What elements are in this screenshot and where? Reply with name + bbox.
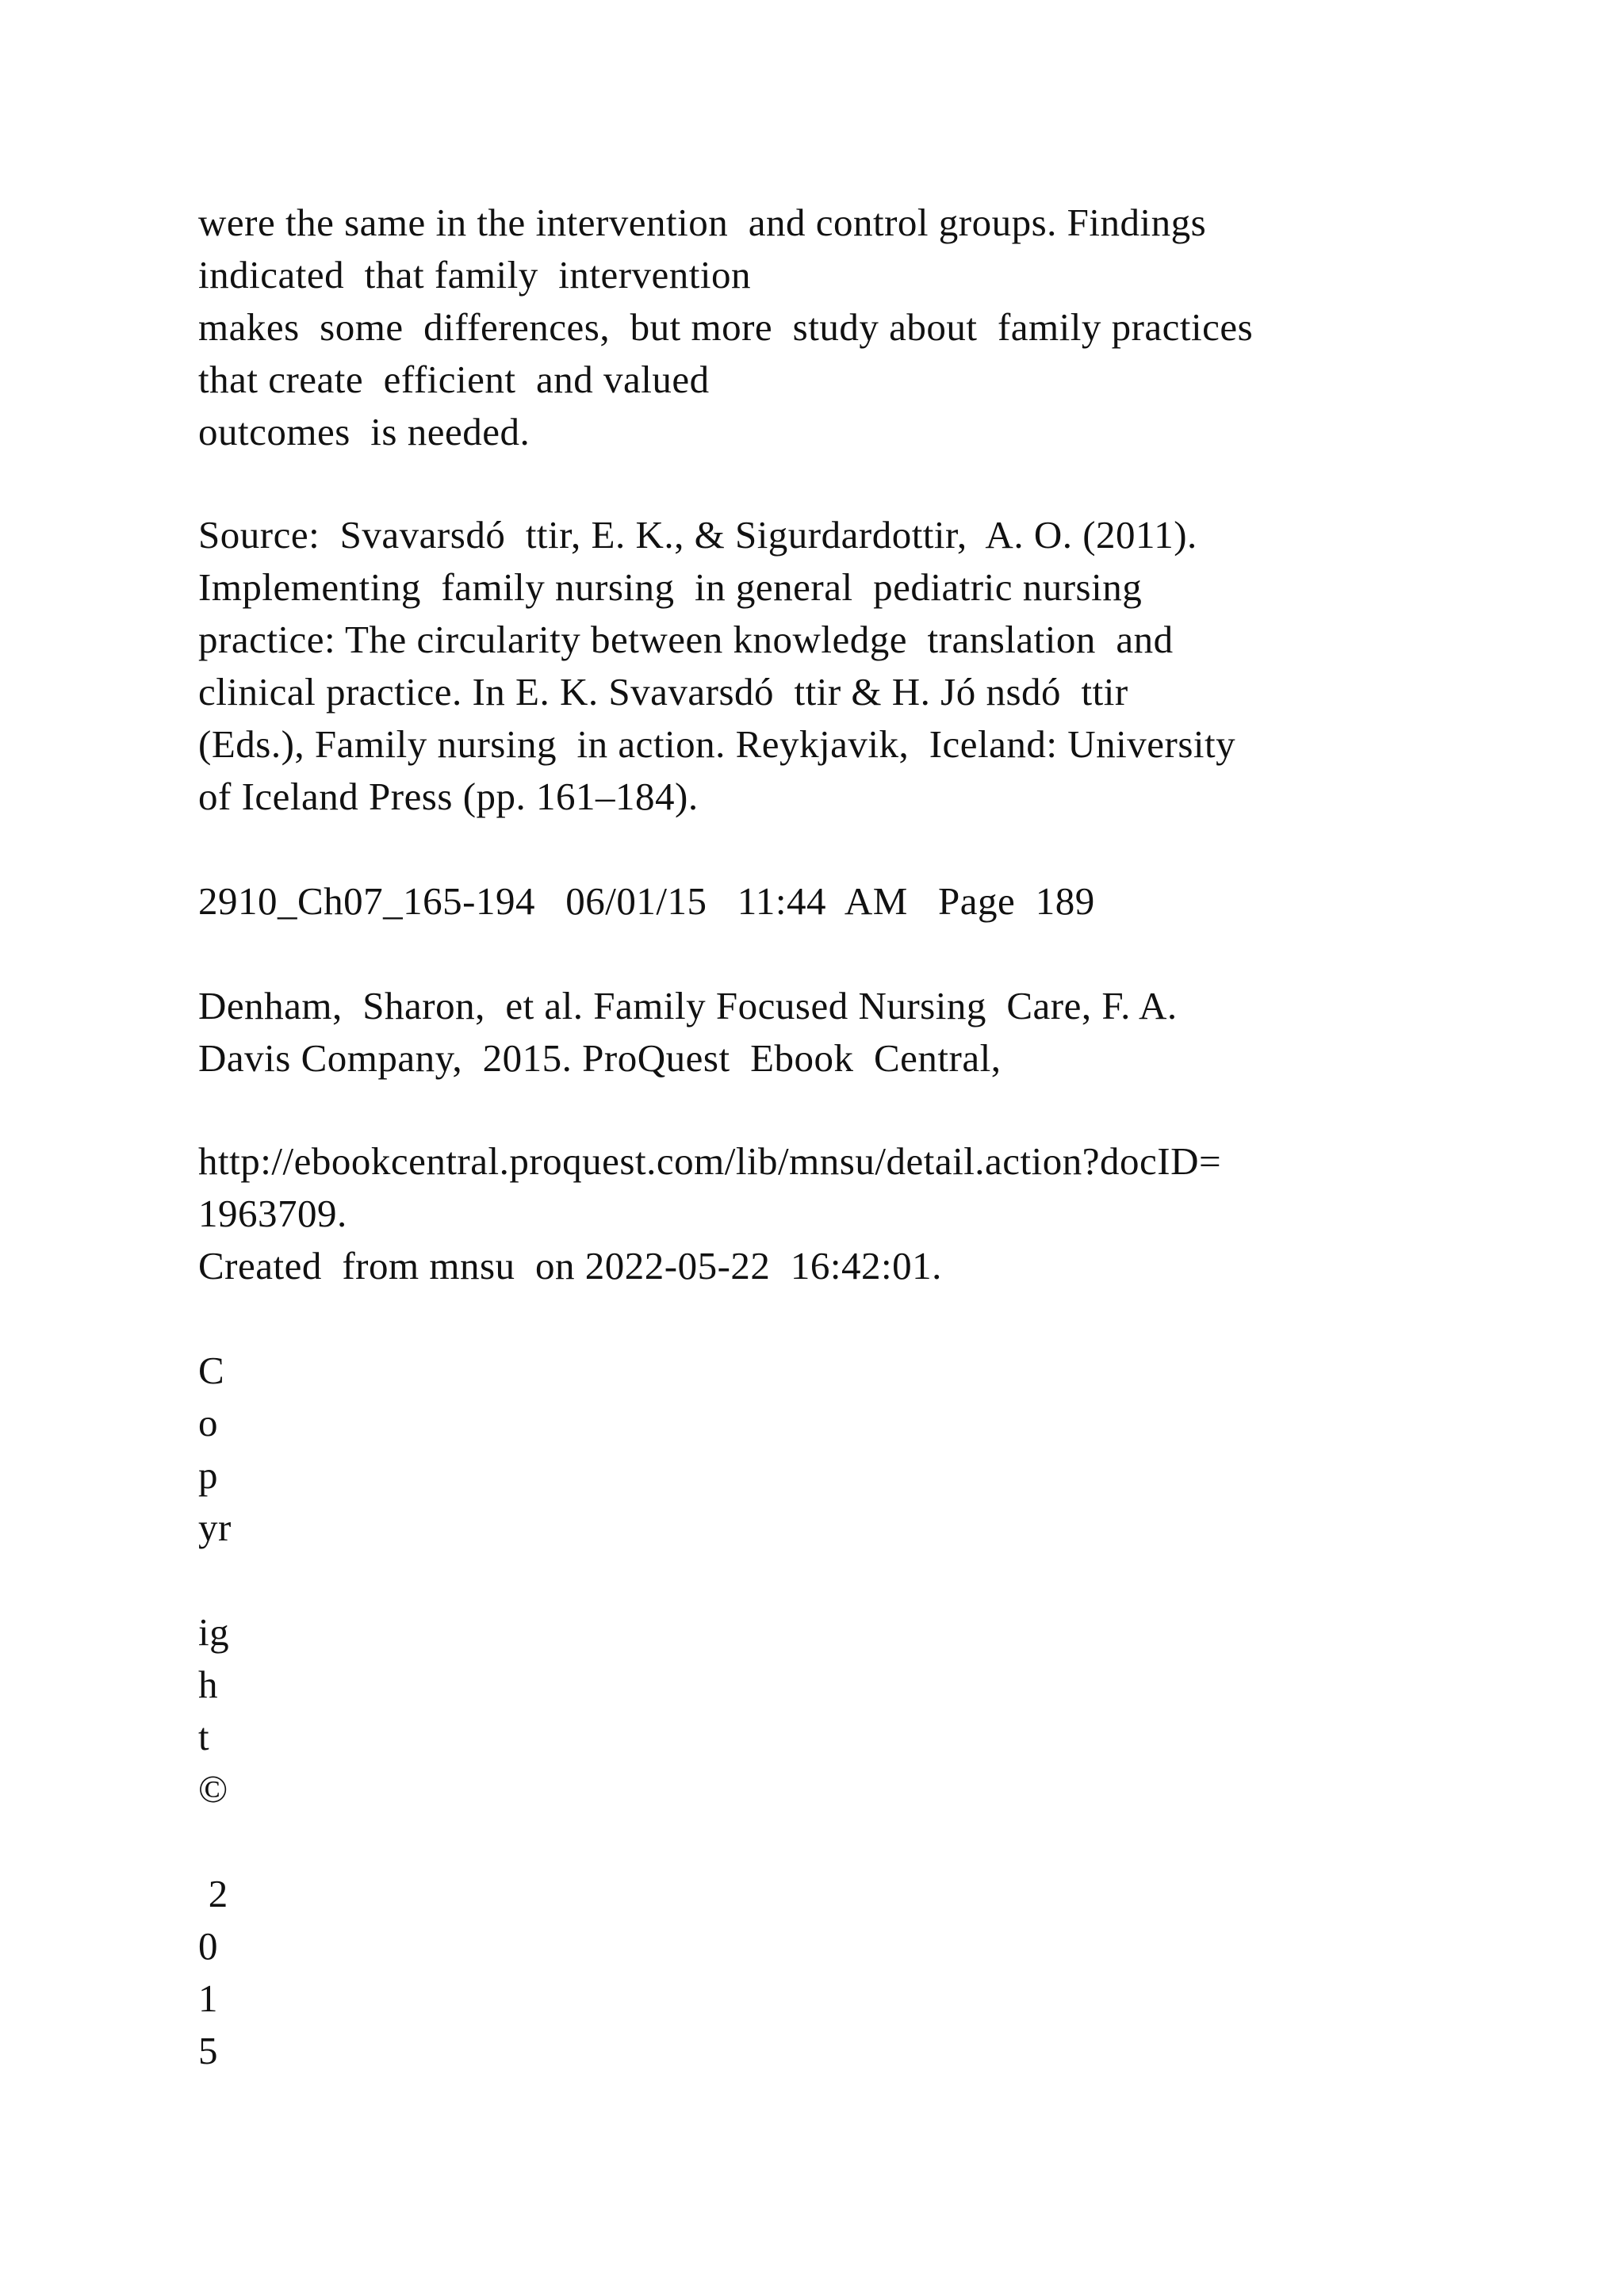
abstract-line-3: makes some differences, but more study about family practices bbox=[198, 305, 1254, 349]
url-line-2: 1963709. bbox=[198, 1192, 347, 1235]
copyright-char: 2 bbox=[198, 1872, 228, 1915]
copyright-char: t bbox=[198, 1715, 210, 1758]
source-line-5: (Eds.), Family nursing in action. Reykjavik, Iceland: University bbox=[198, 722, 1236, 766]
copyright-char: 5 bbox=[198, 2029, 218, 2072]
abstract-line-2: indicated that family intervention bbox=[198, 253, 751, 297]
copyright-char: ig bbox=[198, 1610, 230, 1654]
abstract-line-5: outcomes is needed. bbox=[198, 410, 530, 453]
citation-line-2: Davis Company, 2015. ProQuest Ebook Central, bbox=[198, 1036, 1002, 1080]
citation-line-1: Denham, Sharon, et al. Family Focused Nursing Care, F. A. bbox=[198, 984, 1178, 1027]
copyright-char: © bbox=[198, 1767, 228, 1811]
copyright-char: yr bbox=[198, 1506, 232, 1549]
source-line-1: Source: Svavarsdó ttir, E. K., & Sigurdardottir, A. O. (2011). bbox=[198, 513, 1197, 557]
copyright-char: 0 bbox=[198, 1924, 218, 1968]
abstract-line-4: that create efficient and valued bbox=[198, 358, 710, 401]
copyright-char: o bbox=[198, 1401, 218, 1445]
copyright-char: h bbox=[198, 1663, 218, 1706]
page-footer: 2910_Ch07_165-194 06/01/15 11:44 AM Page 189 bbox=[198, 879, 1095, 923]
created-line: Created from mnsu on 2022-05-22 16:42:01. bbox=[198, 1244, 942, 1288]
source-line-3: practice: The circularity between knowledge translation and bbox=[198, 618, 1174, 661]
abstract-line-1: were the same in the intervention and control groups. Findings bbox=[198, 201, 1207, 244]
copyright-char: p bbox=[198, 1453, 218, 1497]
source-line-4: clinical practice. In E. K. Svavarsdó ttir & H. Jó nsdó ttir bbox=[198, 670, 1128, 714]
url-line-1: http://ebookcentral.proquest.com/lib/mnsu/detail.action?docID= bbox=[198, 1139, 1222, 1183]
copyright-char: C bbox=[198, 1349, 225, 1392]
source-line-2: Implementing family nursing in general pediatric nursing bbox=[198, 565, 1143, 609]
copyright-char: 1 bbox=[198, 1976, 218, 2020]
source-line-6: of Iceland Press (pp. 161–184). bbox=[198, 775, 699, 818]
